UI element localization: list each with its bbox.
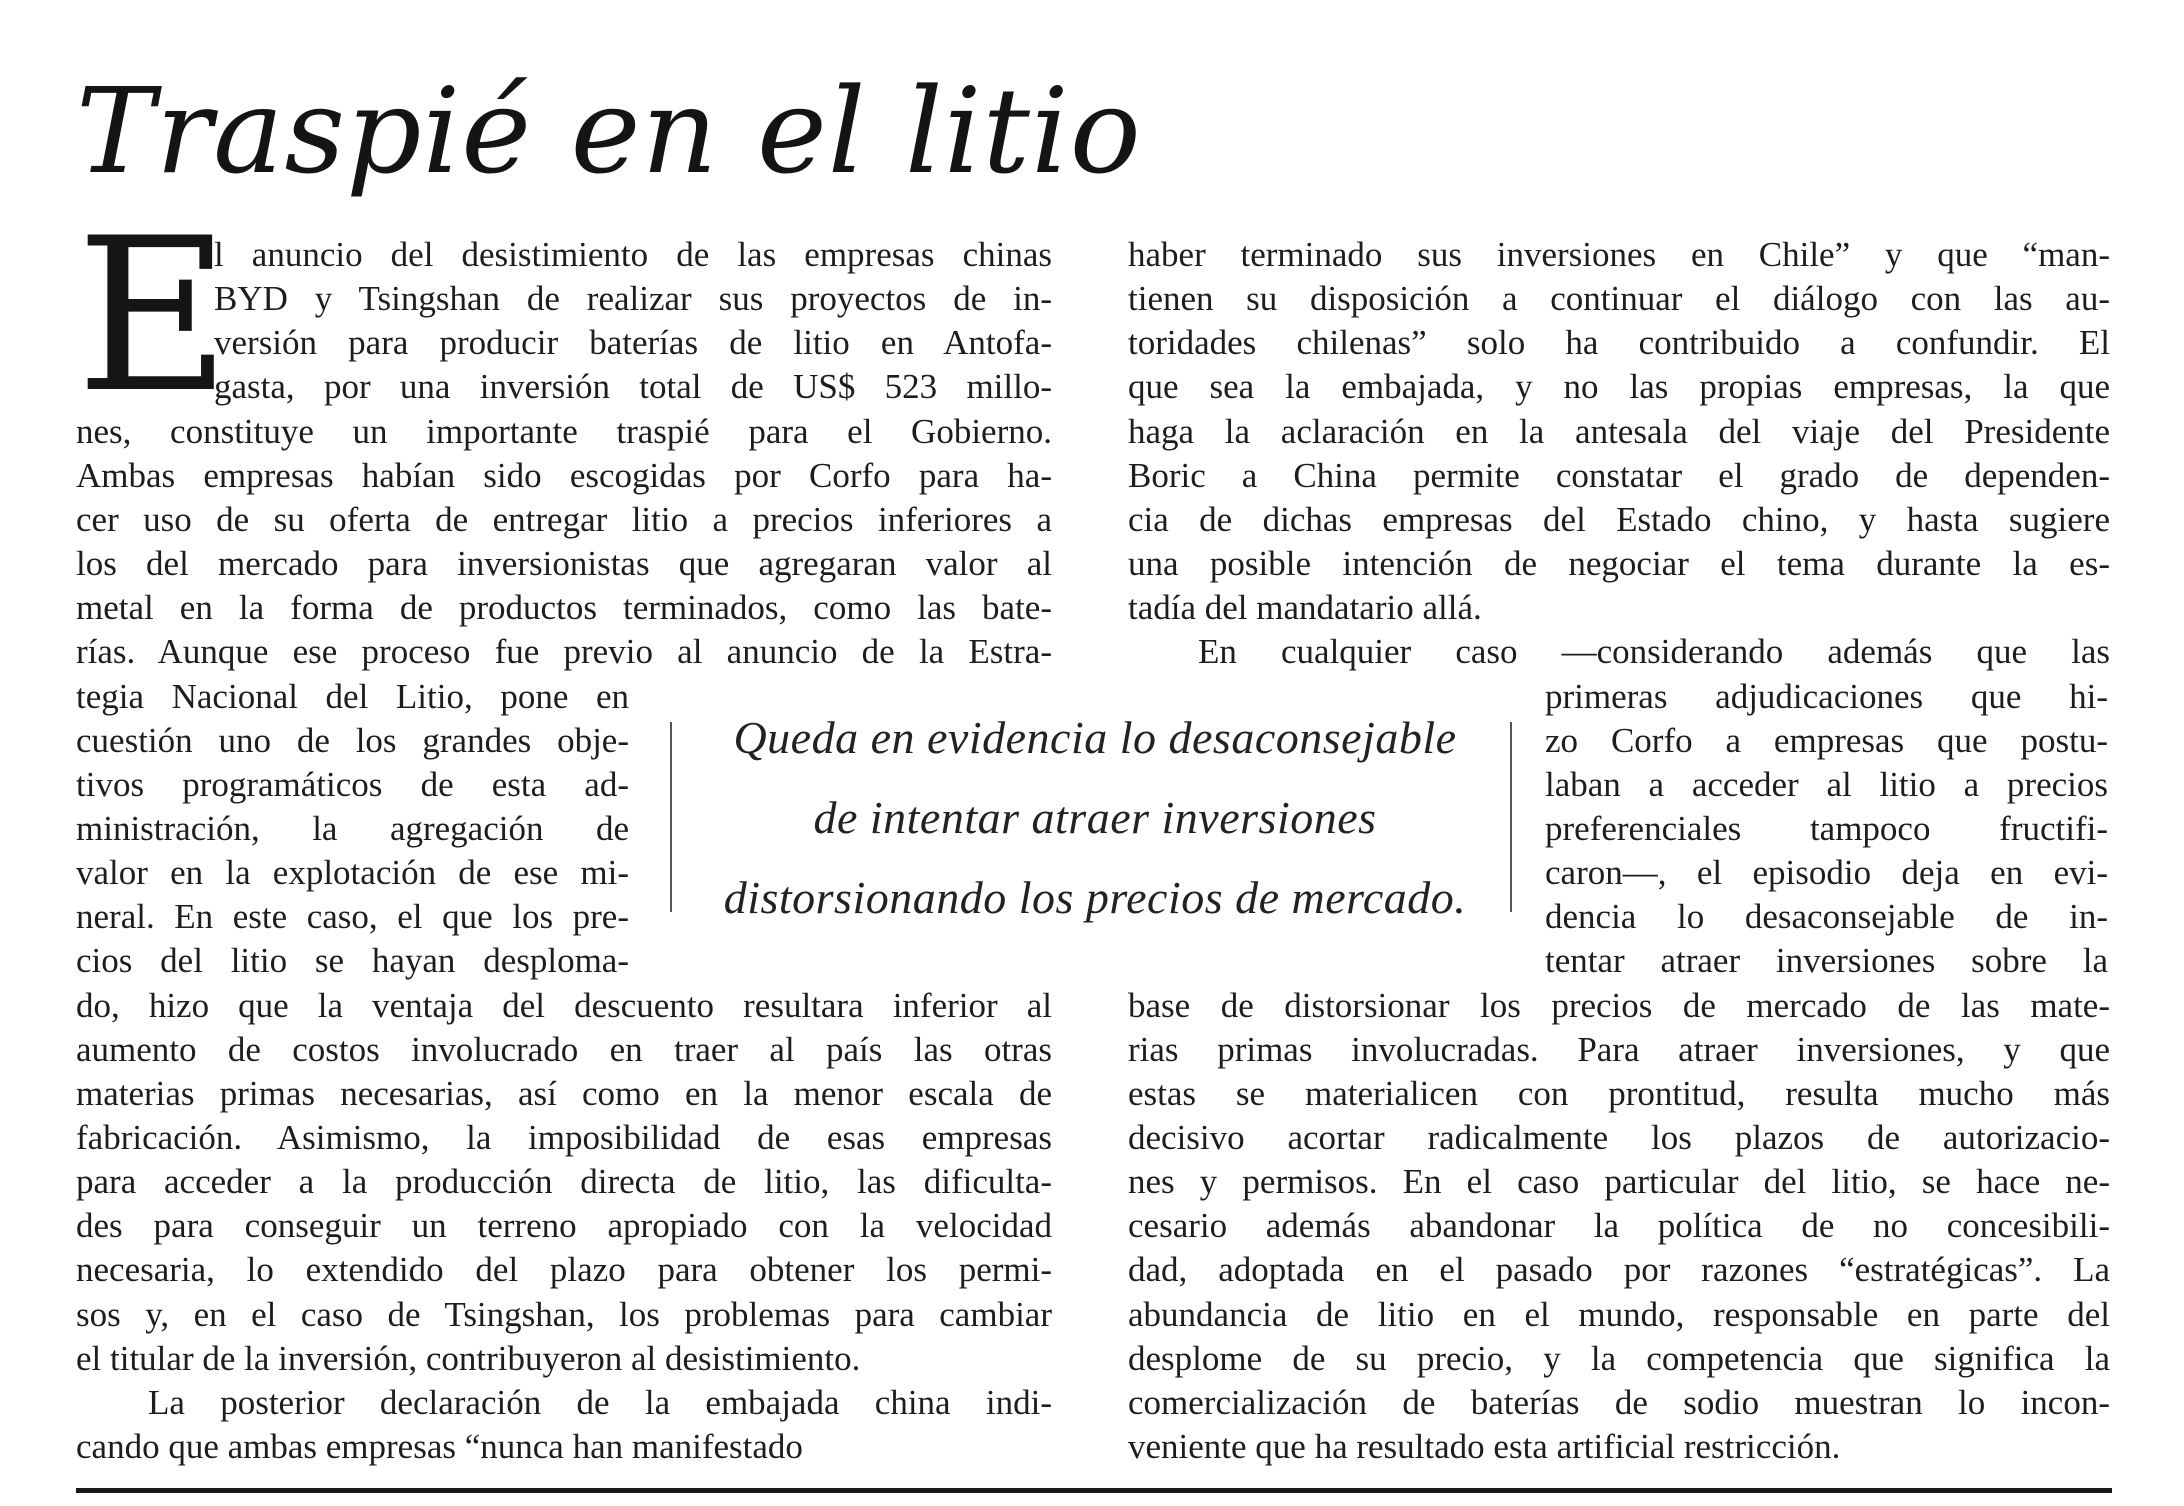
text-line: rías. Aunque ese proceso fue previo al anuncio de la Estra-: [76, 632, 1052, 672]
drop-cap: E: [76, 192, 231, 439]
pull-quote-rule-right: [1510, 722, 1512, 912]
text-line: cer uso de su oferta de entregar litio a precios inferiores a: [76, 499, 1052, 539]
text-line: veniente que ha resultado esta artificial restricción.: [1128, 1427, 1841, 1467]
text-line: para acceder a la producción directa de litio, las dificulta-: [76, 1162, 1052, 1202]
pull-quote-rule-left: [670, 722, 672, 912]
text-line: tegia Nacional del Litio, pone en: [76, 676, 629, 716]
text-line: tienen su disposición a continuar el diálogo con las au-: [1128, 279, 2110, 319]
text-line: fabricación. Asimismo, la imposibilidad de esas empresas: [76, 1118, 1052, 1157]
text-line: versión para producir baterías de litio en Antofa-: [214, 323, 1052, 363]
text-line: desplome de su precio, y la competencia que significa la: [1128, 1338, 2110, 1378]
text-line: una posible intención de negociar el tema durante la es-: [1128, 544, 2110, 584]
text-line: do, hizo que la ventaja del descuento resultara inferior al: [76, 985, 1052, 1025]
text-line: el titular de la inversión, contribuyeron al desistimiento.: [76, 1338, 861, 1378]
pull-quote-line: de intentar atraer inversiones: [813, 792, 1377, 843]
text-line: cuestión uno de los grandes obje-: [76, 720, 629, 760]
text-line: neral. En este caso, el que los pre-: [76, 897, 629, 937]
text-line: cios del litio se hayan desploma-: [76, 941, 629, 981]
text-line: que sea la embajada, y no las propias empresas, la que: [1128, 367, 2110, 407]
text-line: metal en la forma de productos terminados, como las bate-: [76, 588, 1052, 628]
text-line: Ambas empresas habían sido escogidas por Corfo para ha-: [76, 455, 1052, 495]
text-line: En cualquier caso —considerando además que las: [1198, 632, 2110, 672]
text-line: cesario además abandonar la política de no concesibili-: [1128, 1206, 2110, 1246]
text-line: base de distorsionar los precios de mercado de las mate-: [1128, 985, 2110, 1025]
bottom-rule: [76, 1488, 2112, 1493]
text-line: rias primas involucradas. Para atraer inversiones, y que: [1128, 1029, 2110, 1069]
text-line: ministración, la agregación de: [76, 808, 629, 848]
text-line: materias primas necesarias, así como en la menor escala de: [76, 1073, 1052, 1113]
text-line: decisivo acortar radicalmente los plazos de autorizacio-: [1128, 1118, 2110, 1157]
text-line: BYD y Tsingshan de realizar sus proyectos de in-: [214, 279, 1052, 319]
text-line: haga la aclaración en la antesala del viaje del Presidente: [1128, 411, 2110, 451]
text-line: Boric a China permite constatar el grado de dependen-: [1128, 455, 2110, 495]
text-line: nes, constituye un importante traspié para el Gobierno.: [76, 411, 1052, 451]
text-line: preferenciales tampoco fructifi-: [1545, 808, 2108, 848]
text-line: zo Corfo a empresas que postu-: [1545, 720, 2108, 760]
text-line: laban a acceder al litio a precios: [1545, 764, 2108, 804]
text-line: des para conseguir un terreno apropiado con la velocidad: [76, 1206, 1052, 1246]
text-line: nes y permisos. En el caso particular del litio, se hace ne-: [1128, 1162, 2110, 1202]
article-title: Traspié en el litio: [76, 62, 1142, 200]
text-line: sos y, en el caso de Tsingshan, los problemas para cambiar: [76, 1294, 1052, 1334]
text-line: dencia lo desaconsejable de in-: [1545, 897, 2108, 937]
pull-quote-line: distorsionando los precios de mercado.: [723, 872, 1467, 923]
text-line: gasta, por una inversión total de US$ 523 millo-: [214, 367, 1052, 407]
text-line: l anuncio del desistimiento de las empresas chinas: [214, 235, 1052, 274]
text-line: necesaria, lo extendido del plazo para obtener los permi-: [76, 1250, 1052, 1290]
text-line: dad, adoptada en el pasado por razones “estratégicas”. La: [1128, 1250, 2110, 1290]
text-line: caron—, el episodio deja en evi-: [1545, 853, 2108, 893]
text-line: tivos programáticos de esta ad-: [76, 764, 629, 804]
text-line: valor en la explotación de ese mi-: [76, 853, 629, 893]
text-line: cia de dichas empresas del Estado chino, y hasta sugiere: [1128, 499, 2110, 539]
text-line: abundancia de litio en el mundo, responsable en parte del: [1128, 1294, 2110, 1334]
text-line: La posterior declaración de la embajada china indi-: [148, 1382, 1052, 1422]
text-line: toridades chilenas” solo ha contribuido a confundir. El: [1128, 323, 2110, 363]
text-line: estas se materialicen con prontitud, resulta mucho más: [1128, 1073, 2110, 1113]
text-line: cando que ambas empresas “nunca han manifestado: [76, 1427, 803, 1467]
text-line: tentar atraer inversiones sobre la: [1545, 941, 2108, 981]
text-line: tadía del mandatario allá.: [1128, 588, 1482, 628]
text-line: aumento de costos involucrado en traer al país las otras: [76, 1029, 1052, 1069]
text-line: comercialización de baterías de sodio muestran lo incon-: [1128, 1382, 2110, 1422]
text-line: los del mercado para inversionistas que agregaran valor al: [76, 544, 1052, 584]
text-line: haber terminado sus inversiones en Chile” y que “man-: [1128, 235, 2110, 274]
pull-quote-line: Queda en evidencia lo desaconsejable: [733, 712, 1457, 763]
text-line: primeras adjudicaciones que hi-: [1545, 676, 2108, 716]
